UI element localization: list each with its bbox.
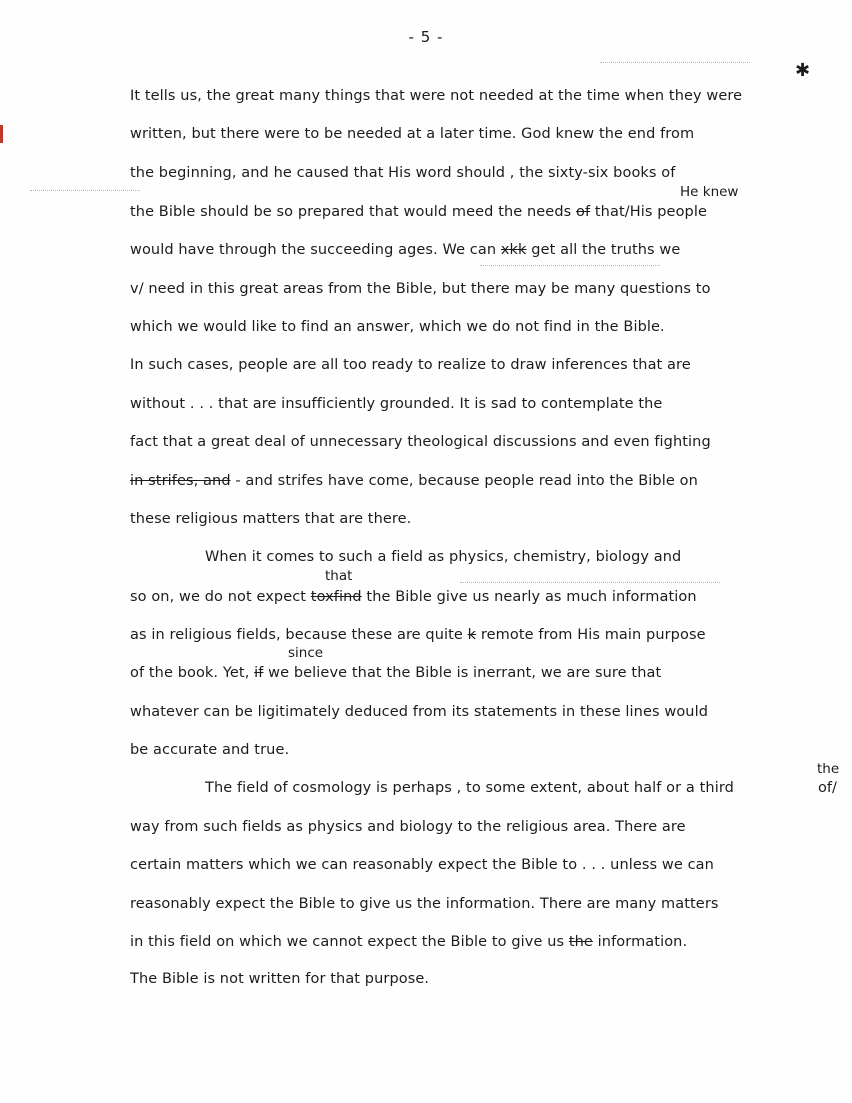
text-line: written, but there were to be needed at a later time. God knew the end from (130, 126, 695, 142)
paragraph-first-line: The field of cosmology is perhaps , to some extent, about half or a third (205, 780, 734, 796)
text-line: It tells us, the great many things that were not needed at the time when they were (130, 88, 743, 104)
bleed-through-smudge (460, 582, 720, 584)
text-line: the beginning, and he caused that His word should , the sixty-six books of (130, 165, 676, 181)
text-line: way from such fields as physics and biology to the religious area. There are (130, 819, 686, 835)
bleed-through-smudge (30, 190, 140, 192)
handwritten-insertion: the (817, 761, 840, 777)
text-line: which we would like to find an answer, which we do not find in the Bible. (130, 319, 665, 335)
paragraph-first-line: When it comes to such a field as physics, chemistry, biology and (205, 549, 682, 565)
text-line: reasonably expect the Bible to give us the information. There are many matters (130, 896, 719, 912)
text-line: fact that a great deal of unnecessary theological discussions and even fighting (130, 434, 711, 450)
handwritten-insertion: since (288, 645, 324, 661)
text-line: certain matters which we can reasonably expect the Bible to . . . unless we can (130, 857, 714, 873)
page-edge-mark (0, 125, 3, 143)
text-line: without . . . that are insufficiently grounded. It is sad to contemplate the (130, 396, 663, 412)
text-line: The Bible is not written for that purpose. (130, 971, 430, 987)
text-line: as in religious fields, because these are quite k remote from His main purpose (130, 627, 706, 643)
text-line: these religious matters that are there. (130, 511, 412, 527)
text-line: of the book. Yet, if we believe that the Bible is inerrant, we are sure that (130, 665, 662, 681)
text-line: the Bible should be so prepared that would meed the needs of that/His people (130, 204, 707, 220)
text-line: In such cases, people are all too ready to realize to draw inferences that are (130, 357, 691, 373)
text-line: would have through the succeeding ages. We can xkk get all the truths we (130, 242, 681, 258)
text-line: whatever can be ligitimately deduced from its statements in these lines would (130, 704, 709, 720)
text-line: in strifes, and - and strifes have come, because people read into the Bible on (130, 473, 698, 489)
text-line: in this field on which we cannot expect the Bible to give us the information. (130, 934, 688, 950)
ink-blot: ✱ (795, 60, 811, 81)
handwritten-insertion: that (325, 568, 353, 584)
page-number: - 5 - (408, 28, 444, 46)
text-line: be accurate and true. (130, 742, 290, 758)
text-line: v/ need in this great areas from the Bible, but there may be many questions to (130, 281, 711, 297)
text-line: so on, we do not expect toxfind the Bible give us nearly as much information (130, 589, 697, 605)
bleed-through-smudge (480, 265, 660, 267)
handwritten-insertion: He knew (680, 184, 739, 200)
handwritten-insertion: of/ (818, 780, 837, 796)
bleed-through-smudge (600, 62, 750, 64)
